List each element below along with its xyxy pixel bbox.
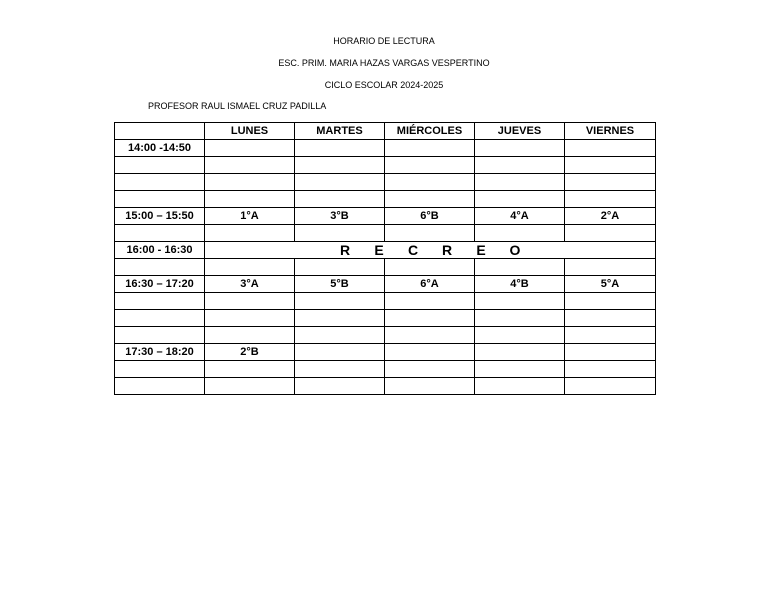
group-cell: [205, 378, 295, 395]
group-cell: [295, 259, 385, 276]
group-cell: 2°A: [565, 208, 656, 225]
schedule-row: [115, 378, 656, 395]
time-cell: 16:00 - 16:30: [115, 242, 205, 259]
group-cell: [475, 378, 565, 395]
group-cell: [475, 225, 565, 242]
teacher-name: PROFESOR RAUL ISMAEL CRUZ PADILLA: [148, 101, 327, 111]
group-cell: 2°B: [205, 344, 295, 361]
schedule-table: [114, 122, 656, 395]
time-cell: 16:30 – 17:20: [115, 276, 205, 293]
group-cell: [295, 361, 385, 378]
group-cell: [205, 140, 295, 157]
group-cell: [475, 344, 565, 361]
time-cell: [115, 293, 205, 310]
recess-cell: R E C R E O: [205, 242, 656, 259]
group-cell: [475, 293, 565, 310]
group-cell: [385, 310, 475, 327]
time-cell: 14:00 -14:50: [115, 140, 205, 157]
group-cell: [565, 140, 656, 157]
group-cell: [295, 327, 385, 344]
time-cell: 17:30 – 18:20: [115, 344, 205, 361]
group-cell: [475, 140, 565, 157]
group-cell: [565, 191, 656, 208]
schedule-row: [115, 208, 656, 225]
group-cell: [565, 157, 656, 174]
group-cell: [295, 157, 385, 174]
schedule-row: [115, 174, 656, 191]
group-cell: [205, 361, 295, 378]
group-cell: 1°A: [205, 208, 295, 225]
group-cell: [385, 140, 475, 157]
schedule-row: [115, 293, 656, 310]
group-cell: 3°B: [295, 208, 385, 225]
schedule-row: [115, 191, 656, 208]
schedule-row: [115, 157, 656, 174]
schedule-row: [115, 361, 656, 378]
group-cell: [295, 344, 385, 361]
schedule-row: [115, 310, 656, 327]
schedule-header-row: [115, 123, 656, 140]
schedule-row: [115, 327, 656, 344]
corner-cell: [115, 123, 205, 140]
group-cell: [565, 378, 656, 395]
group-cell: 5°A: [565, 276, 656, 293]
group-cell: [565, 310, 656, 327]
group-cell: [385, 191, 475, 208]
group-cell: [475, 157, 565, 174]
group-cell: [205, 225, 295, 242]
group-cell: [205, 310, 295, 327]
group-cell: 4°B: [475, 276, 565, 293]
group-cell: [205, 259, 295, 276]
time-cell: [115, 361, 205, 378]
day-header: LUNES: [205, 123, 295, 140]
group-cell: [205, 157, 295, 174]
time-cell: [115, 174, 205, 191]
group-cell: [385, 344, 475, 361]
group-cell: 5°B: [295, 276, 385, 293]
schedule-row: [115, 276, 656, 293]
group-cell: [385, 225, 475, 242]
group-cell: [385, 174, 475, 191]
group-cell: [385, 259, 475, 276]
group-cell: [565, 344, 656, 361]
group-cell: 6°B: [385, 208, 475, 225]
time-cell: [115, 327, 205, 344]
group-cell: [205, 293, 295, 310]
group-cell: [295, 191, 385, 208]
schedule-row: [115, 140, 656, 157]
group-cell: [385, 157, 475, 174]
schedule-row: [115, 242, 656, 259]
day-header: JUEVES: [475, 123, 565, 140]
time-cell: 15:00 – 15:50: [115, 208, 205, 225]
group-cell: [385, 361, 475, 378]
day-header: MIÉRCOLES: [385, 123, 475, 140]
group-cell: [205, 327, 295, 344]
time-cell: [115, 191, 205, 208]
group-cell: [565, 259, 656, 276]
group-cell: [295, 225, 385, 242]
group-cell: 4°A: [475, 208, 565, 225]
day-header: VIERNES: [565, 123, 656, 140]
group-cell: [565, 174, 656, 191]
time-cell: [115, 259, 205, 276]
school-name: ESC. PRIM. MARIA HAZAS VARGAS VESPERTINO: [278, 58, 490, 68]
group-cell: [385, 327, 475, 344]
group-cell: [295, 293, 385, 310]
group-cell: [295, 378, 385, 395]
group-cell: [295, 310, 385, 327]
group-cell: 3°A: [205, 276, 295, 293]
group-cell: [565, 293, 656, 310]
group-cell: [565, 327, 656, 344]
group-cell: [295, 140, 385, 157]
schedule-row: [115, 225, 656, 242]
group-cell: [475, 310, 565, 327]
school-cycle: CICLO ESCOLAR 2024-2025: [324, 80, 444, 90]
time-cell: [115, 225, 205, 242]
group-cell: [205, 191, 295, 208]
document-title: HORARIO DE LECTURA: [333, 36, 435, 46]
group-cell: [205, 174, 295, 191]
group-cell: [565, 225, 656, 242]
schedule-row: [115, 344, 656, 361]
group-cell: [475, 327, 565, 344]
time-cell: [115, 157, 205, 174]
group-cell: [475, 259, 565, 276]
group-cell: [385, 293, 475, 310]
day-header: MARTES: [295, 123, 385, 140]
schedule-row: [115, 259, 656, 276]
group-cell: [385, 378, 475, 395]
group-cell: [295, 174, 385, 191]
group-cell: [475, 191, 565, 208]
group-cell: [565, 361, 656, 378]
group-cell: [475, 361, 565, 378]
group-cell: [475, 174, 565, 191]
time-cell: [115, 310, 205, 327]
time-cell: [115, 378, 205, 395]
group-cell: 6°A: [385, 276, 475, 293]
